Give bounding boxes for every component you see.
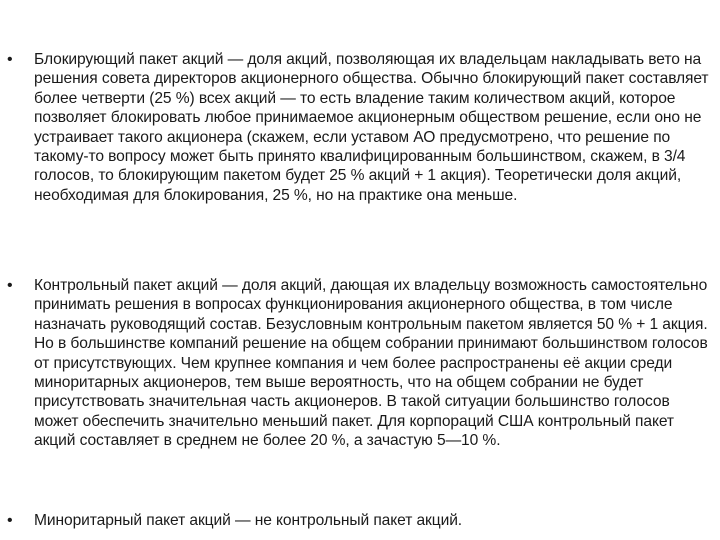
bullet-marker: •: [7, 512, 13, 529]
bullet-term: Контрольный пакет акций: [34, 277, 218, 294]
bullet-definition: — доля акций, дающая их владельцу возможность самостоятельно принимать решения в вопросах функционирования акционерного общества, в том числе назначать руководящий состав. Безусловным контрольным пакетом является 50 % + 1 акция. Но в большинстве компаний решение на общем собрании принимают большинством голосов от присутствующих. Чем крупнее компания и чем более распространены её акции среди миноритарных акционеров, тем выше вероятность, что на общем собрании не будет присутствовать значительная часть акционеров. В такой ситуации большинство голосов может обеспечить значительно меньший пакет. Для корпораций США контрольный пакет акций составляет в среднем не более 20 %, а зачастую 5—10 %.: [34, 277, 708, 450]
bullet-term: Блокирующий пакет акций: [34, 51, 224, 68]
bullet-text: [34, 50, 712, 205]
bullet-text: [34, 511, 712, 530]
bullet-text: [34, 276, 712, 451]
bullet-term: Миноритарный пакет акций: [34, 512, 231, 529]
bullet-marker: •: [7, 277, 13, 294]
bullet-definition: — доля акций, позволяющая их владельцам накладывать вето на решения совета директоров акционерного общества. Обычно блокирующий пакет составляет более четверти (25 %) всех акций — то есть владение таким количеством акций, которое позволяет блокировать любое принимаемое акционерным обществом решение, если оно не устраивает такого акционера (скажем, если уставом АО предусмотрено, что решение по такому-то вопросу может быть принято квалифицированным большинством, скажем, в 3/4 голосов, то блокирующим пакетом будет 25 % акций + 1 акция). Теоретически доля акций, необходимая для блокирования, 25 %, но на практике она меньше.: [34, 51, 709, 204]
bullet-definition: — не контрольный пакет акций.: [230, 512, 463, 529]
bullet-marker: •: [7, 51, 13, 68]
